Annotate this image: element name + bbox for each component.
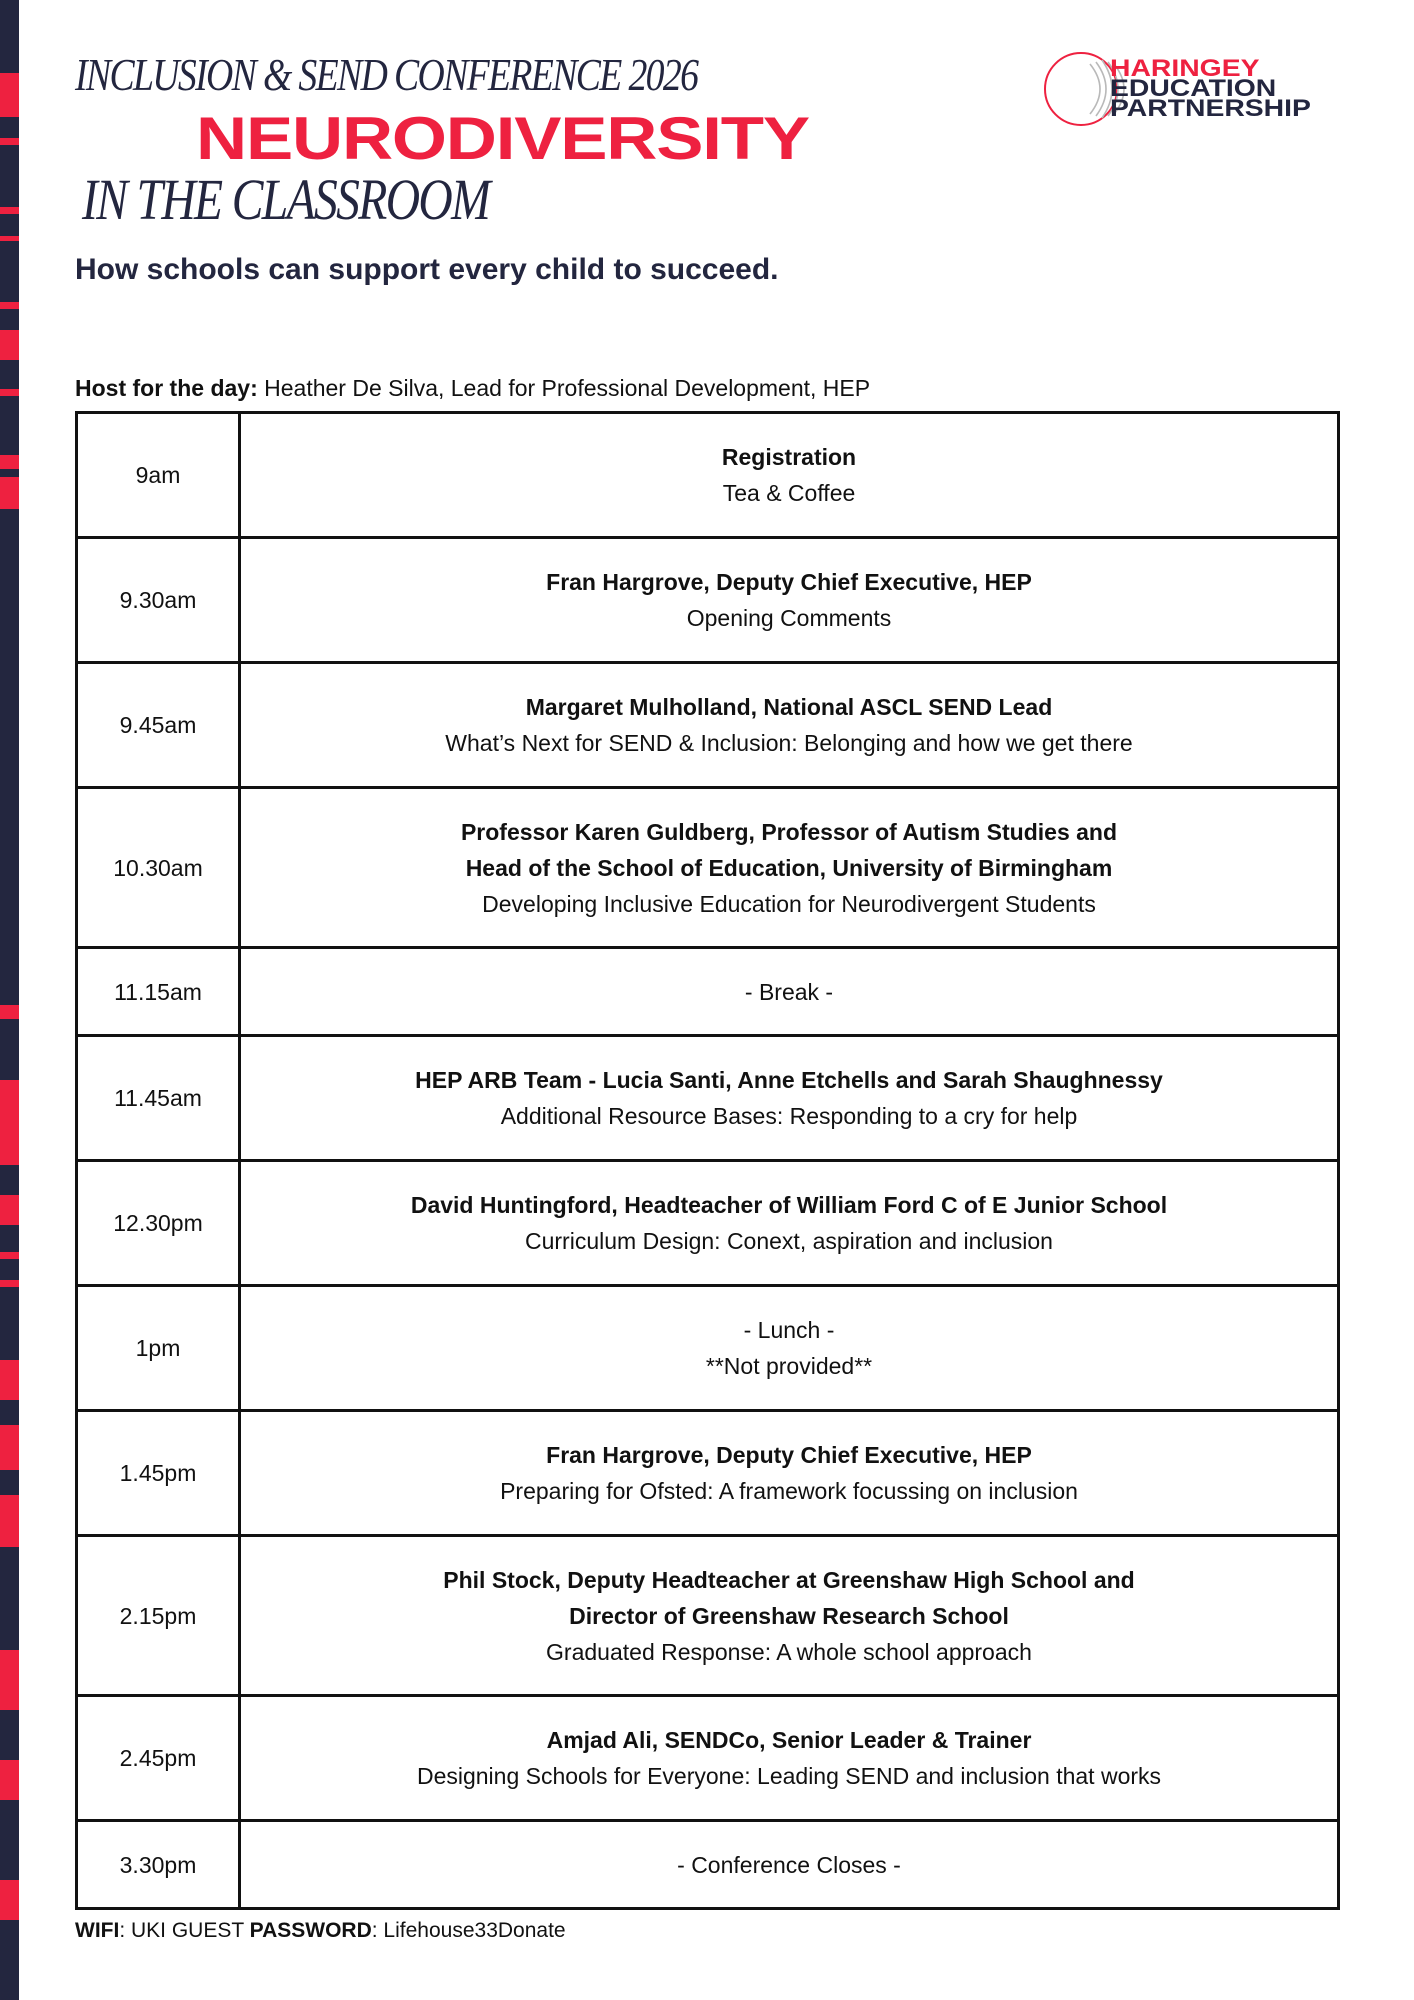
time-cell: 12.30pm: [77, 1161, 240, 1286]
decorative-side-strip: [0, 0, 19, 2000]
logo-text-partnership: PARTNERSHIP: [1110, 95, 1311, 122]
tagline: How schools can support every child to succeed.: [75, 253, 779, 286]
conference-kicker: INCLUSION & SEND CONFERENCE 2026: [75, 49, 698, 100]
time-cell: 9.30am: [77, 538, 240, 663]
session-cell: [240, 538, 1339, 663]
wifi-password: : Lifehouse33Donate: [371, 1919, 566, 1942]
session-detail: Additional Resource Bases: Responding to a cry for help: [500, 1103, 1078, 1129]
session-cell: [240, 1696, 1339, 1821]
wifi-label: WIFI: [75, 1919, 120, 1942]
session-detail: Designing Schools for Everyone: Leading SEND and inclusion that works: [416, 1763, 1162, 1789]
session-speaker: Margaret Mulholland, National ASCL SEND Lead: [525, 694, 1053, 720]
table-row: [77, 1286, 1339, 1411]
session-speaker: Phil Stock, Deputy Headteacher at Greenshaw High School and: [443, 1566, 1135, 1593]
password-label: PASSWORD: [249, 1919, 372, 1942]
session-detail: - Lunch -: [743, 1317, 835, 1343]
table-row: [77, 948, 1339, 1036]
session-cell: [240, 1036, 1339, 1161]
session-cell: [240, 1821, 1339, 1909]
hep-logo: [1040, 50, 1380, 130]
session-speaker: David Huntingford, Headteacher of William Ford C of E Junior School: [410, 1192, 1168, 1218]
table-row: [77, 1036, 1339, 1161]
table-row: [77, 663, 1339, 788]
session-detail: - Conference Closes -: [677, 1851, 901, 1878]
time-cell: 9am: [77, 413, 240, 538]
table-row: [77, 1161, 1339, 1286]
session-cell: [240, 1411, 1339, 1536]
session-cell: [240, 788, 1339, 948]
session-cell: [240, 948, 1339, 1036]
session-cell: [240, 413, 1339, 538]
table-row: [77, 538, 1339, 663]
time-cell: 2.45pm: [77, 1696, 240, 1821]
time-cell: 10.30am: [77, 788, 240, 948]
wifi-info: [75, 1919, 566, 1943]
session-detail: Opening Comments: [686, 605, 892, 631]
table-row: [77, 1696, 1339, 1821]
table-row: [77, 1536, 1339, 1696]
logo-text-education: EDUCATION: [1110, 75, 1277, 102]
table-row: [77, 1821, 1339, 1909]
session-detail: Graduated Response: A whole school approach: [546, 1638, 1032, 1665]
host-value: Heather De Silva, Lead for Professional Development, HEP: [257, 375, 871, 401]
session-speaker: Fran Hargrove, Deputy Chief Executive, HEP: [546, 569, 1032, 595]
time-cell: 2.15pm: [77, 1536, 240, 1696]
table-row: [77, 1411, 1339, 1536]
session-detail: Curriculum Design: Conext, aspiration and inclusion: [525, 1228, 1053, 1254]
time-cell: 9.45am: [77, 663, 240, 788]
time-cell: 1.45pm: [77, 1411, 240, 1536]
session-detail: Preparing for Ofsted: A framework focussing on inclusion: [500, 1478, 1078, 1504]
time-cell: 1pm: [77, 1286, 240, 1411]
page-subtitle: IN THE CLASSROOM: [82, 167, 490, 232]
session-speaker: Fran Hargrove, Deputy Chief Executive, HEP: [546, 1442, 1032, 1468]
time-cell: 11.15am: [77, 948, 240, 1036]
page-title: NEURODIVERSITY: [196, 105, 809, 172]
session-detail: - Break -: [744, 978, 834, 1005]
host-label: Host for the day:: [75, 375, 258, 401]
schedule-table: [75, 411, 1340, 1910]
time-cell: 11.45am: [77, 1036, 240, 1161]
session-speaker-line2: Director of Greenshaw Research School: [569, 1602, 1009, 1629]
session-cell: [240, 663, 1339, 788]
session-speaker: Registration: [721, 444, 857, 470]
table-row: [77, 413, 1339, 538]
session-cell: [240, 1286, 1339, 1411]
session-cell: [240, 1161, 1339, 1286]
table-row: [77, 788, 1339, 948]
session-speaker: Amjad Ali, SENDCo, Senior Leader & Trainer: [546, 1727, 1032, 1753]
time-cell: 3.30pm: [77, 1821, 240, 1909]
session-speaker-line2: Head of the School of Education, University of Birmingham: [465, 854, 1113, 881]
logo-text-haringey: HARINGEY: [1110, 55, 1260, 82]
wifi-network: : UKI GUEST: [119, 1919, 250, 1942]
session-speaker: Professor Karen Guldberg, Professor of Autism Studies and: [460, 818, 1118, 845]
session-detail: Tea & Coffee: [722, 480, 856, 506]
session-cell: [240, 1536, 1339, 1696]
session-detail: Developing Inclusive Education for Neurodivergent Students: [482, 890, 1096, 917]
session-detail: What’s Next for SEND & Inclusion: Belonging and how we get there: [445, 730, 1133, 756]
session-detail-line2: **Not provided**: [705, 1353, 873, 1379]
session-speaker: HEP ARB Team - Lucia Santi, Anne Etchells and Sarah Shaughnessy: [415, 1067, 1163, 1093]
host-line: [75, 375, 870, 402]
